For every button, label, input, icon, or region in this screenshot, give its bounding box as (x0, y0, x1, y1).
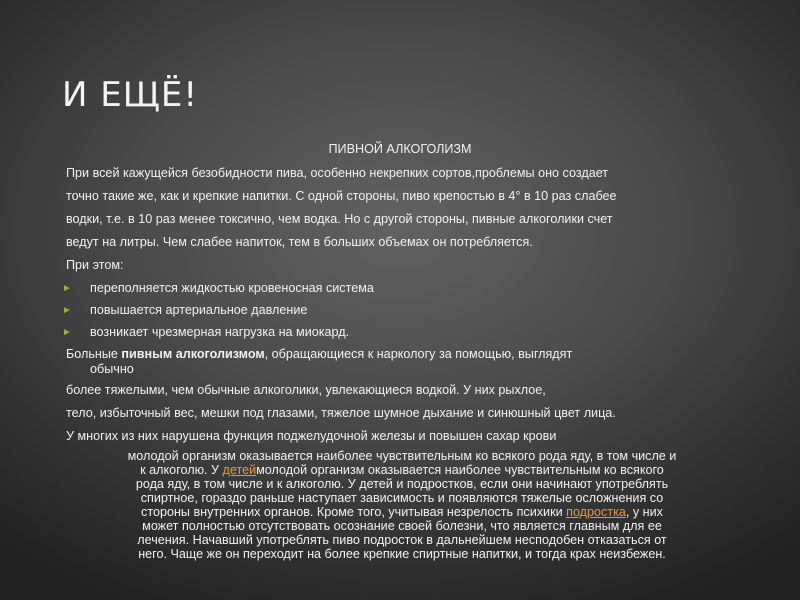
bullet-arrow-icon: ► (62, 327, 72, 338)
overlap-line: лечения. Начавший употреблять пиво подросток в дальнейшем несподобен отказаться от (137, 533, 667, 547)
overlap-line: рода яду, в том числе и к алкоголю. У детей и подростков, если они начинают употреблять (135, 477, 669, 491)
paragraph-line: При всей кажущейся безобидности пива, особенно некрепких сортов,проблемы оно создает (66, 166, 609, 180)
bullet-item: повышается артериальное давление (90, 303, 308, 317)
bullet-arrow-icon: ► (62, 305, 72, 316)
patients-line-2: обычно (90, 362, 134, 376)
paragraph-line: точно такие же, как и крепкие напитки. С одной стороны, пиво крепостью в 4° в 10 раз слабее (66, 189, 617, 203)
patients-suffix: , обращающиеся к наркологу за помощью, выглядят (264, 347, 573, 361)
bullet-item: переполняется жидкостью кровеносная система (90, 281, 374, 295)
overlapping-text-block (62, 449, 742, 561)
bullet-item: возникает чрезмерная нагрузка на миокард. (90, 325, 350, 339)
bullet-arrow-icon: ► (62, 283, 72, 294)
overlap-line: к алкоголю. У детеймолодой организм оказывается наиболее чувствительным ко всякого (140, 463, 664, 477)
section-heading: ПИВНОЙ АЛКОГОЛИЗМ (328, 142, 472, 156)
overlap-line: молодой организм оказывается наиболее чувствительным ко всякого рода яду, в том числе и (127, 449, 677, 463)
paragraph-line: водки, т.е. в 10 раз менее токсично, чем водка. Но с другой стороны, пивные алкоголики счет (66, 212, 613, 226)
patients-line-4: тело, избыточный вес, мешки под глазами, тяжелое шумное дыхание и синюшный цвет лица. (66, 406, 616, 420)
patients-prefix: Больные (66, 347, 122, 361)
patients-bold: пивным алкоголизмом (121, 347, 265, 361)
overlap-line: спиртное, гораздо раньше наступает зависимость и появляются тяжелые осложнения со (140, 491, 664, 505)
link-teenager[interactable]: подростка (566, 505, 626, 519)
patients-line-5: У многих из них нарушена функция поджелудочной железы и повышен сахар крови (66, 429, 557, 443)
slide-title: И ЕЩЁ! (62, 74, 199, 115)
overlap-line: него. Чаще же он переходит на более крепкие спиртные напитки, и тогда крах неизбежен. (138, 547, 666, 561)
patients-line (66, 347, 572, 361)
overlap-line: стороны внутренних органов. Кроме того, учитывая незрелость психики подростка, у них (141, 505, 663, 519)
overlap-line: может полностью отсутствовать осознание своей болезни, что является главным для ее (142, 519, 662, 533)
patients-line-3: более тяжелыми, чем обычные алкоголики, увлекающиеся водкой. У них рыхлое, (66, 383, 546, 397)
link-children[interactable]: детей (222, 463, 257, 477)
paragraph-line: При этом: (66, 258, 124, 272)
paragraph-line: ведут на литры. Чем слабее напиток, тем в больших объемах он потребляется. (66, 235, 533, 249)
